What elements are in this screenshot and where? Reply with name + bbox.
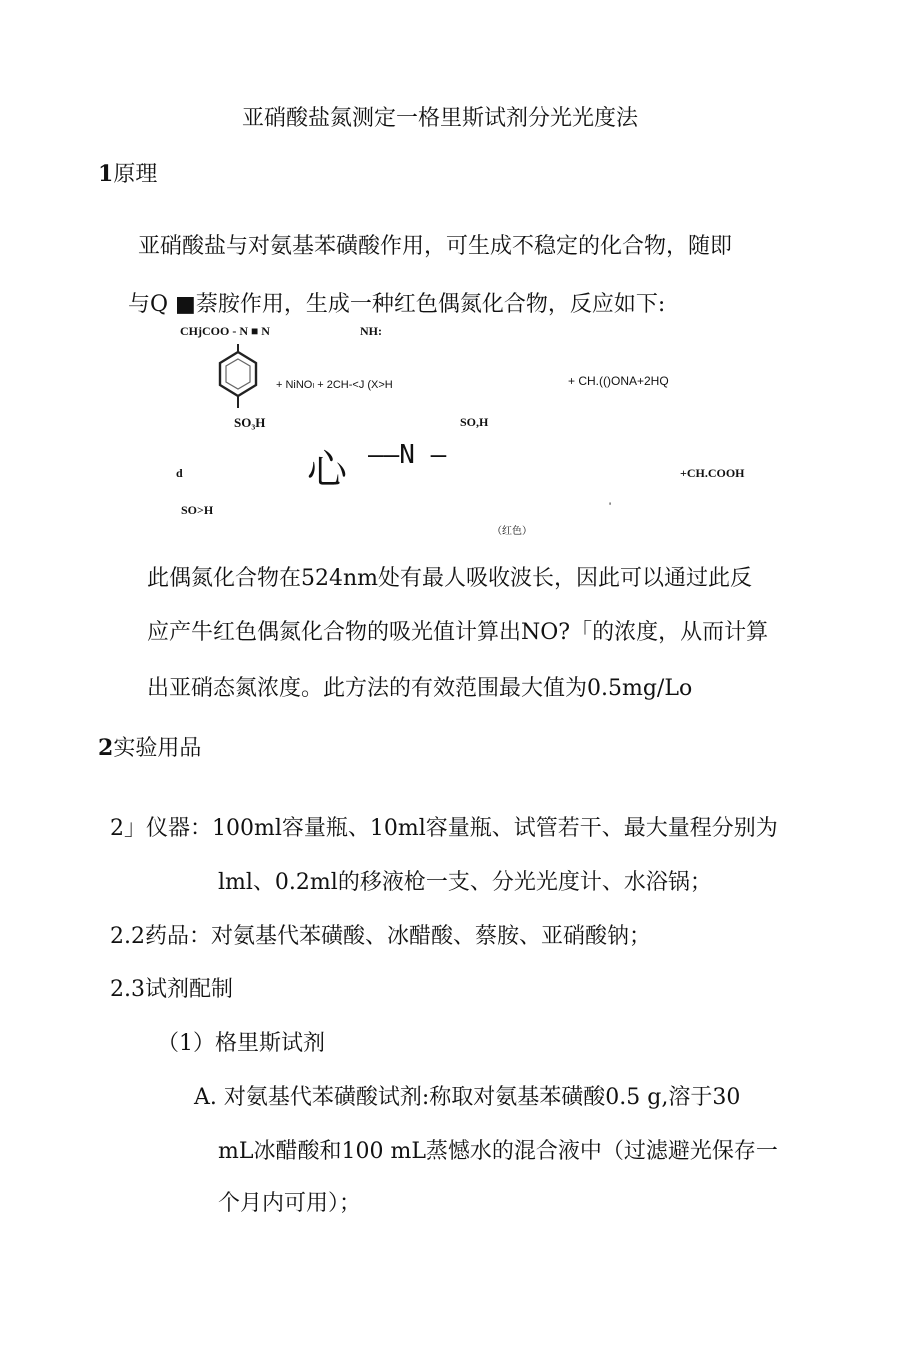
principle-detail-line-2: 应产牛红色偶氮化合物的吸光值计算出NO?「的浓度，从而计算 [147, 620, 769, 645]
section-1-heading [98, 157, 157, 188]
document-title: 亚硝酸盐氮测定一格里斯试剂分光光度法 [242, 106, 639, 131]
reaction-product-acetic: +CH.COOH [680, 466, 745, 480]
reaction-label-acetate: CHjCOO - N ■ N [180, 324, 270, 338]
reaction-label-so3h-bottom: SO>H [181, 503, 214, 517]
reaction-color-label: （红色） [492, 526, 532, 537]
griess-reagent-heading: （1）格里斯试剂 [157, 1031, 325, 1056]
principle-detail-line-1: 此偶氮化合物在524nm处有最人吸收波长，因此可以通过此反 [147, 566, 753, 591]
reaction-big-glyph: 心 [307, 447, 347, 493]
instruments-line-2: lml、0.2ml的移液枪一支、分光光度计、水浴锅； [218, 870, 712, 895]
principle-detail-line-3: 出亚硝态氮浓度。此方法的有效范围最大值为0.5mg/Lo [147, 676, 693, 701]
principle-line-2: 与Q ■萘胺作用，生成一种红色偶氮化合物，反应如下: [128, 292, 666, 317]
reaction-products: + CH.(()ONA+2HQ [568, 374, 669, 388]
reaction-tick-mark: ' [609, 501, 612, 513]
reaction-azo-bond: ——N — [368, 440, 447, 470]
reagent-a-line-3: 个月内可用）； [218, 1191, 362, 1216]
reaction-label-so3h-left: SO₃H [234, 415, 266, 430]
section-2-number: 2 [98, 735, 114, 761]
benzene-ring-structure [212, 344, 264, 420]
reagent-a-line-1: A. 对氨基代苯磺酸试剂:称取对氨基苯磺酸0.5 g,溶于30 [194, 1085, 741, 1110]
section-2-title: 实验用品 [113, 736, 202, 761]
principle-line-1: 亚硝酸盐与对氨基苯磺酸作用，可生成不稳定的化合物，随即 [138, 234, 733, 259]
reaction-label-nh: NH: [360, 324, 382, 338]
reaction-label-d: d [176, 466, 183, 480]
section-1-number: 1 [98, 161, 114, 187]
section-1-title: 原理 [113, 162, 158, 187]
reaction-reagents: + NiNOₗ + 2CH-<J (X>H [276, 379, 393, 391]
reagent-a-line-2: mL冰醋酸和100 mL蒸憾水的混合液中（过滤避光保存一 [218, 1139, 778, 1164]
reaction-label-so3h-mid: SO,H [460, 415, 489, 429]
section-2-heading [98, 731, 201, 762]
instruments-line-1: 2」仪器：100ml容量瓶、10ml容量瓶、试管若干、最大量程分别为 [110, 816, 778, 841]
chemicals-line: 2.2药品：对氨基代苯磺酸、冰醋酸、蔡胺、亚硝酸钠； [110, 924, 651, 949]
reagent-prep-heading: 2.3试剂配制 [110, 977, 233, 1002]
